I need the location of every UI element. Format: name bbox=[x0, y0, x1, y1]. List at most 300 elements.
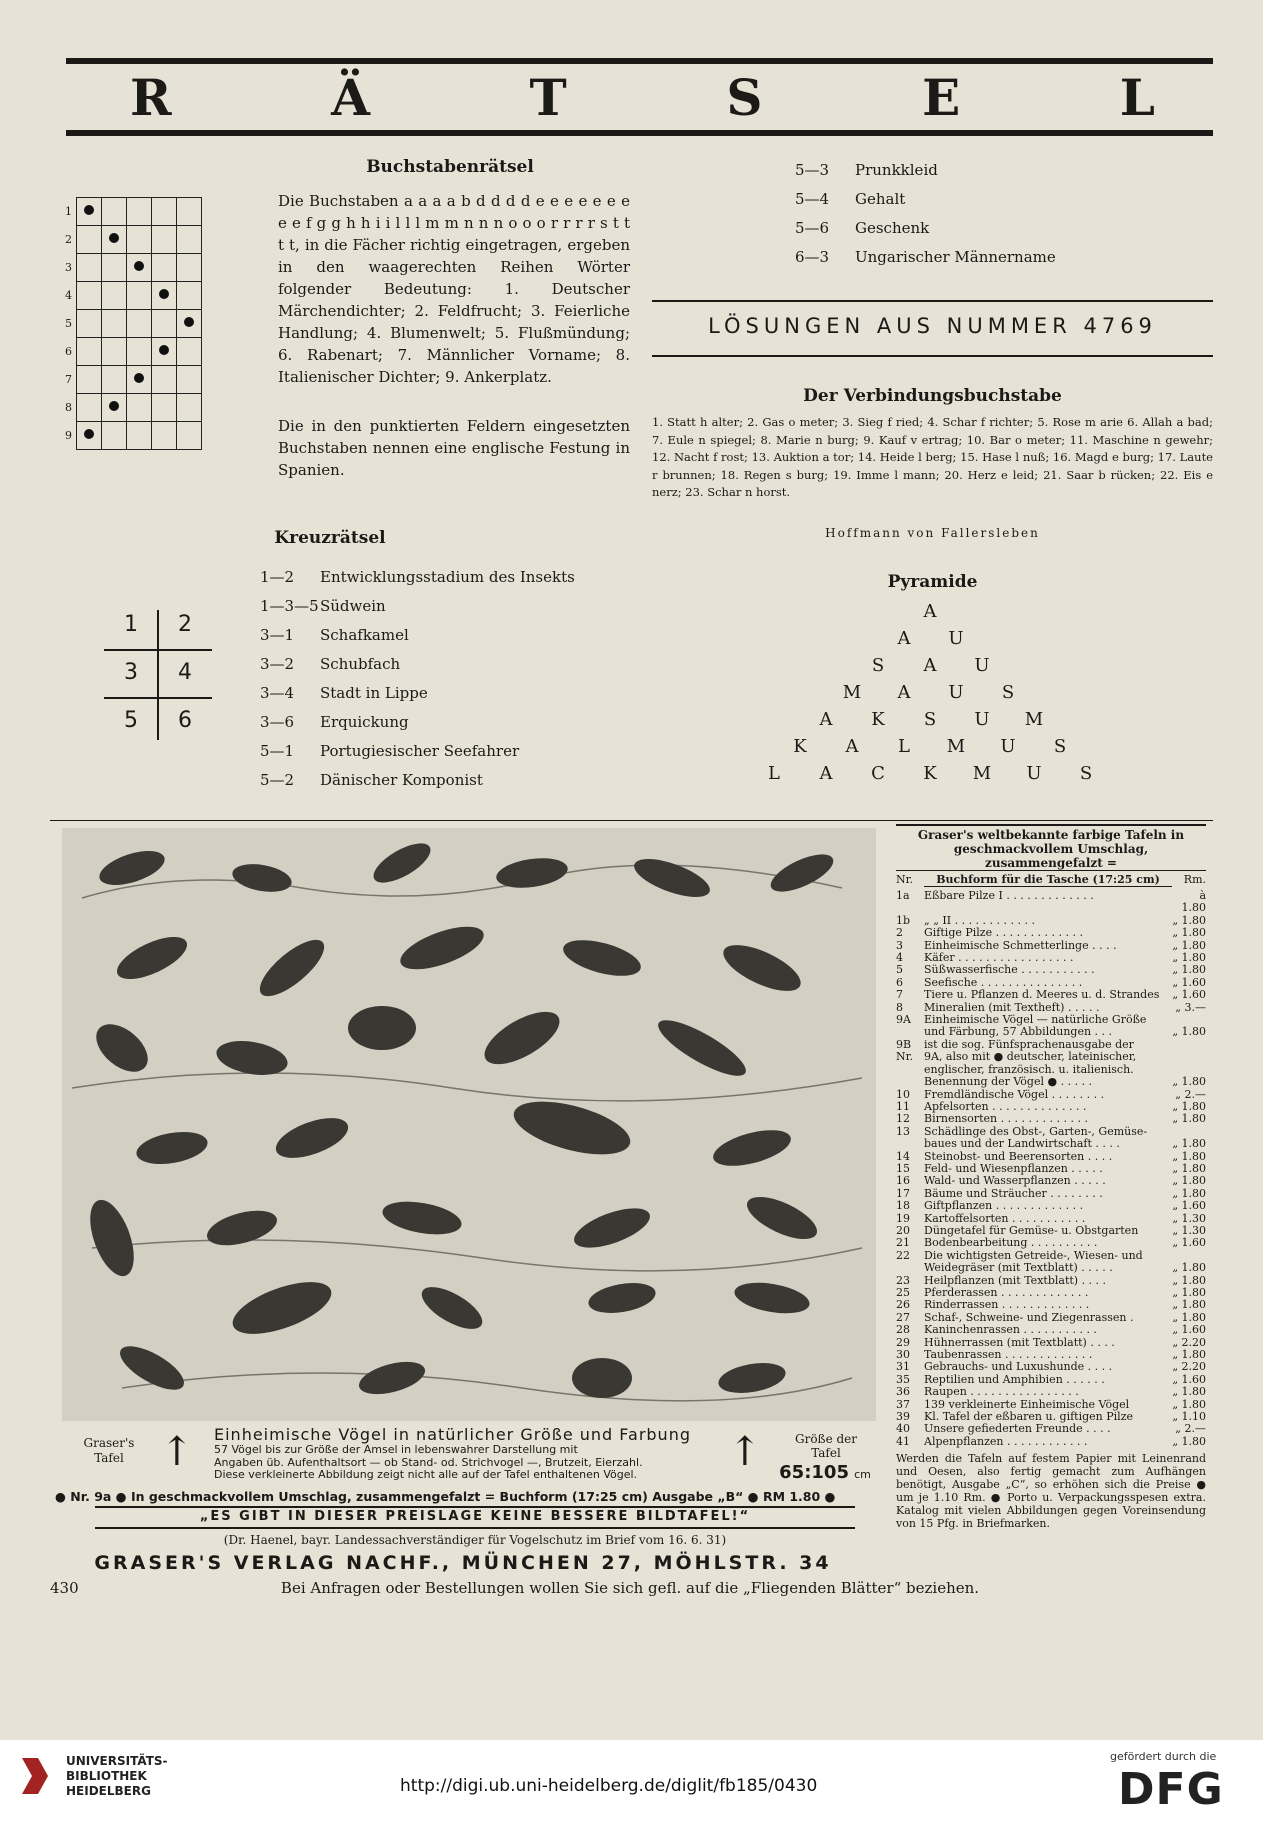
clue-number: 1—3—5 bbox=[260, 596, 319, 615]
grid-cell bbox=[177, 338, 202, 366]
title-letter: T bbox=[529, 68, 567, 127]
price-row-title: Düngetafel für Gemüse- u. Obstgarten bbox=[924, 1224, 1139, 1237]
price-row-price: „ 1.80 bbox=[1172, 1099, 1206, 1113]
connection-letter-text: 1. Statt h alter; 2. Gas o meter; 3. Sieg f ried; 4. Schar f richter; 5. Rose m arie 6. Allah a bad; 7. Eule n spiegel; 8. Marie n burg; 9. Kauf v ertrag; 10. Bar o meter; 11. Maschine n gewehr; 12. Nacht f rost; 13. Auktion a tor; 14. Heide l berg; 15. Hase l nuß; 16. Magd e burg; 17. Laute r brunnen; 18. Regen s burg; 19. Imme l mann; 20. Herz e leid; 21. Saar b rücken; 22. Eis e nerz; 23. Schar n horst. bbox=[652, 415, 1213, 499]
grid-cell bbox=[127, 198, 152, 226]
grid-cell bbox=[177, 310, 202, 338]
price-row bbox=[896, 1275, 1206, 1287]
pyramid-letter: A bbox=[819, 709, 833, 730]
price-row-number: 39 bbox=[896, 1410, 910, 1424]
price-row-number: 7 bbox=[896, 988, 903, 1002]
price-row-title: Taubenrassen . . . . . . . . . . . . . bbox=[924, 1349, 1093, 1362]
price-row-number: 23 bbox=[896, 1273, 910, 1287]
price-row-price: „ 3.— bbox=[1175, 1000, 1206, 1014]
clue-number: 5—1 bbox=[260, 741, 295, 760]
section-separator bbox=[50, 820, 1213, 821]
price-row-title: ist die sog. Fünfsprachenausgabe der bbox=[924, 1038, 1134, 1051]
price-row-number: 5 bbox=[896, 963, 903, 977]
pyramid-letter: M bbox=[842, 682, 862, 703]
clue-text: Entwicklungsstadium des Insekts bbox=[320, 567, 575, 586]
price-row bbox=[896, 952, 1206, 964]
price-row-number: 41 bbox=[896, 1434, 910, 1448]
price-row bbox=[896, 1200, 1206, 1212]
price-row-number: 1b bbox=[896, 913, 911, 927]
price-row-price: „ 1.60 bbox=[1172, 1236, 1206, 1250]
price-row-price: „ 1.80 bbox=[1172, 1434, 1206, 1448]
clue-number: 6—3 bbox=[795, 247, 830, 266]
price-row bbox=[896, 964, 1206, 976]
clue-row bbox=[795, 242, 1095, 271]
grid-cell bbox=[77, 422, 102, 450]
grid-cell bbox=[177, 394, 202, 422]
grid-cell bbox=[177, 198, 202, 226]
grid-row bbox=[58, 366, 202, 394]
price-row-price: „ 1.80 bbox=[1172, 1149, 1206, 1163]
grid-cell bbox=[127, 338, 152, 366]
price-row bbox=[896, 1237, 1206, 1249]
price-row-price: „ 2.— bbox=[1175, 1422, 1206, 1436]
slogan-bottom-rule bbox=[95, 1527, 855, 1529]
grid-row bbox=[58, 310, 202, 338]
price-row bbox=[896, 1262, 1206, 1274]
pyramid-letter: L bbox=[898, 736, 910, 757]
price-row-title: Heilpflanzen (mit Textblatt) . . . . bbox=[924, 1274, 1107, 1287]
slogan-top-rule bbox=[95, 1506, 855, 1508]
clue-text: Dänischer Komponist bbox=[320, 770, 483, 789]
title-bottom-rule bbox=[66, 130, 1213, 136]
grid-cell bbox=[152, 254, 177, 282]
grid-cell bbox=[177, 282, 202, 310]
price-row-title: Kaninchenrassen . . . . . . . . . . . bbox=[924, 1324, 1097, 1337]
price-row-price: „ 1.30 bbox=[1172, 1211, 1206, 1225]
grid-row-number: 3 bbox=[65, 261, 72, 274]
col-price: Rm. bbox=[1183, 873, 1206, 886]
price-row-number: 9B bbox=[896, 1037, 912, 1051]
plate-caption-left: Graser's Tafel bbox=[83, 1436, 135, 1465]
grid-cell bbox=[177, 422, 202, 450]
price-row-title: Gebrauchs- und Luxushunde . . . . bbox=[924, 1361, 1113, 1374]
grid-cell bbox=[102, 338, 127, 366]
price-row-number: 36 bbox=[896, 1385, 910, 1399]
price-row bbox=[896, 1361, 1206, 1373]
price-row-number: 12 bbox=[896, 1112, 910, 1126]
price-row-number bbox=[896, 1262, 924, 1274]
grid-cell bbox=[127, 394, 152, 422]
clue-row bbox=[260, 765, 620, 794]
price-row-title: Schädlinge des Obst-, Garten-, Gemüse- bbox=[924, 1125, 1148, 1138]
letter-puzzle-text: Die Buchstaben a a a a b d d d d e e e e e e e e e f g g h h i i l l l m m n n n o o o r r r r s t t t t, in die Fächer richtig eingetragen, ergeben in den waagerechten Reihen Wörter folgender Bedeutung: 1. Deutscher Märchendichter; 2. Feldfrucht; 3. Feierliche Handlung; 4. Blumenwelt; 5. Flußmündung; 6. Rabenart; 7. Männlicher Vorname; 8. Italienischer Dichter; 9. Ankerplatz. bbox=[278, 192, 630, 386]
solutions-top-rule bbox=[652, 300, 1213, 302]
grid-row bbox=[58, 198, 202, 226]
price-row bbox=[896, 1026, 1206, 1038]
price-row-title: Feld- und Wiesenpflanzen . . . . . bbox=[924, 1162, 1103, 1175]
clue-number: 3—1 bbox=[260, 625, 295, 644]
pyramid-letter: S bbox=[871, 655, 885, 676]
price-row-number: 29 bbox=[896, 1335, 910, 1349]
clue-number: 5—2 bbox=[260, 770, 295, 789]
connection-letter-answer: Hoffmann von Fallersleben bbox=[825, 526, 1040, 540]
grid-cell bbox=[102, 226, 127, 254]
grid-cell bbox=[102, 254, 127, 282]
pyramid-letter: U bbox=[948, 628, 964, 649]
dot-marker bbox=[109, 233, 119, 243]
price-row bbox=[896, 1250, 1206, 1262]
clue-row bbox=[260, 562, 620, 591]
price-row bbox=[896, 927, 1206, 939]
price-row-price: „ 1.10 bbox=[1172, 1410, 1206, 1424]
grid-cell bbox=[127, 226, 152, 254]
pyramid-letter: A bbox=[923, 655, 937, 676]
pyramid-letter: K bbox=[793, 736, 807, 757]
price-row-title: Eßbare Pilze I . . . . . . . . . . . . . bbox=[924, 890, 1094, 902]
price-row-price: „ 1.80 bbox=[1172, 1186, 1206, 1200]
price-row-price: „ 1.80 bbox=[1172, 1161, 1206, 1175]
price-row-title: Kl. Tafel der eßbaren u. giftigen Pilze bbox=[924, 1411, 1133, 1424]
price-row bbox=[896, 1386, 1206, 1398]
pyramid-letter: A bbox=[819, 763, 833, 784]
price-row-title: Bäume und Sträucher . . . . . . . . bbox=[924, 1187, 1103, 1200]
price-row-number: 19 bbox=[896, 1211, 910, 1225]
price-row-number: 4 bbox=[896, 951, 903, 965]
price-row-number: 13 bbox=[896, 1124, 910, 1138]
price-row-number bbox=[896, 1064, 924, 1076]
price-row-price: „ 1.30 bbox=[1172, 1223, 1206, 1237]
price-row-price: „ 2.— bbox=[1175, 1087, 1206, 1101]
grid-row-number: 9 bbox=[65, 429, 72, 442]
price-row bbox=[896, 1374, 1206, 1386]
size-value: 65:105 bbox=[779, 1462, 849, 1483]
pyramid-letter: U bbox=[1026, 763, 1042, 784]
title-letter: L bbox=[1119, 68, 1155, 127]
clue-row bbox=[260, 736, 620, 765]
price-row bbox=[896, 1188, 1206, 1200]
letter-puzzle-grid bbox=[58, 197, 202, 450]
dot-marker bbox=[184, 317, 194, 327]
price-row-number: 9A bbox=[896, 1013, 911, 1027]
grid-row bbox=[58, 394, 202, 422]
price-row-title: baues und der Landwirtschaft . . . . bbox=[924, 1138, 1120, 1151]
solutions-title: LÖSUNGEN AUS NUMMER 4769 bbox=[708, 314, 1157, 338]
pyramid-letter: U bbox=[1000, 736, 1016, 757]
clue-number: 5—4 bbox=[795, 189, 830, 208]
price-note: Werden die Tafeln auf festem Papier mit Leinenrand und Oesen, also fertig gemacht zum Aufhängen benötigt, Ausgabe „C“, so erhöhen sich die Preise ● um je 1.10 Rm. ● Porto u. Verpackungsspesen extra. Katalog mit vielen Abbildungen gegen Voreinsendung von 15 Pfg. in Briefmarken. bbox=[896, 1452, 1206, 1531]
price-row-title: Pferderassen . . . . . . . . . . . . . bbox=[924, 1287, 1089, 1299]
publisher: GRASER'S VERLAG NACHF., MÜNCHEN 27, MÖHLSTR. 34 bbox=[94, 1552, 832, 1574]
crossword-clues-right bbox=[795, 155, 1095, 271]
price-row-number: 3 bbox=[896, 938, 903, 952]
grid-cell bbox=[77, 394, 102, 422]
clue-row bbox=[795, 184, 1095, 213]
price-row-title: und Färbung, 57 Abbildungen . . . bbox=[924, 1026, 1113, 1039]
price-row-number: 18 bbox=[896, 1199, 910, 1213]
price-row bbox=[896, 890, 1206, 915]
price-row-number: 28 bbox=[896, 1323, 910, 1337]
price-row-number: 10 bbox=[896, 1087, 910, 1101]
pyramid-letter: L bbox=[768, 763, 780, 784]
grid-row-number: 4 bbox=[65, 289, 72, 302]
arrow-up-icon: ↑ bbox=[160, 1429, 194, 1475]
grid-row bbox=[58, 226, 202, 254]
price-row-number: 6 bbox=[896, 975, 903, 989]
dot-marker bbox=[134, 261, 144, 271]
price-row-title: Weidegräser (mit Textblatt) . . . . . bbox=[924, 1262, 1113, 1275]
clue-text: Ungarischer Männername bbox=[855, 247, 1056, 266]
price-row-title: Einheimische Vögel — natürliche Größe bbox=[924, 1014, 1147, 1027]
pyramid-letter: S bbox=[1001, 682, 1015, 703]
page-title bbox=[70, 68, 1215, 128]
pyramid-row bbox=[700, 679, 1160, 706]
price-row-title: Unsere gefiederten Freunde . . . . bbox=[924, 1423, 1111, 1436]
pyramid-title: Pyramide bbox=[887, 572, 978, 592]
grid-row-number: 6 bbox=[65, 345, 72, 358]
dot-marker bbox=[84, 205, 94, 215]
price-row bbox=[896, 1411, 1206, 1423]
price-row-title: „ „ II . . . . . . . . . . . . bbox=[924, 914, 1035, 927]
price-row-price: „ 1.80 bbox=[1172, 1075, 1206, 1089]
price-row-title: Die wichtigsten Getreide-, Wiesen- und bbox=[924, 1249, 1143, 1262]
library-name-line: UNIVERSITÄTS- bbox=[66, 1754, 168, 1768]
price-row bbox=[896, 1064, 1206, 1076]
bird-plate-image bbox=[62, 828, 876, 1421]
price-table-header-1: Graser's weltbekannte farbige Tafeln in bbox=[896, 824, 1206, 842]
grid-cell bbox=[152, 394, 177, 422]
price-row-price: „ 1.80 bbox=[1172, 1137, 1206, 1151]
price-row-number: 16 bbox=[896, 1174, 910, 1188]
price-row bbox=[896, 1014, 1206, 1026]
grid-row-number: 7 bbox=[65, 373, 72, 386]
price-row-title: Benennung der Vögel ● . . . . . bbox=[924, 1076, 1093, 1089]
price-row-title: Wald- und Wasserpflanzen . . . . . bbox=[924, 1175, 1106, 1188]
clue-number: 3—2 bbox=[260, 654, 295, 673]
price-row bbox=[896, 940, 1206, 952]
pyramid-letter: A bbox=[923, 601, 937, 622]
arrow-up-icon: ↑ bbox=[728, 1429, 762, 1475]
price-row bbox=[896, 1287, 1206, 1299]
pyramid bbox=[700, 598, 1160, 787]
price-row-number: 8 bbox=[896, 1000, 903, 1014]
price-row bbox=[896, 1312, 1206, 1324]
price-row-title: Rinderrassen . . . . . . . . . . . . . bbox=[924, 1299, 1090, 1312]
price-row-title: Schaf-, Schweine- und Ziegenrassen . bbox=[924, 1311, 1134, 1324]
price-row bbox=[896, 1076, 1206, 1088]
grid-cell bbox=[102, 422, 127, 450]
price-row-price: „ 1.80 bbox=[1172, 1298, 1206, 1312]
dot-marker bbox=[84, 429, 94, 439]
grid-cell bbox=[77, 310, 102, 338]
price-row-title: Seefische . . . . . . . . . . . . . . . bbox=[924, 976, 1083, 989]
clue-text: Erquickung bbox=[320, 712, 409, 731]
pyramid-row bbox=[700, 625, 1160, 652]
clue-text: Prunkkleid bbox=[855, 160, 938, 179]
clue-number: 1—2 bbox=[260, 567, 295, 586]
price-row-price: „ 1.60 bbox=[1172, 1372, 1206, 1386]
price-row-price: „ 1.60 bbox=[1172, 1199, 1206, 1213]
pyramid-letter: C bbox=[871, 763, 885, 784]
price-row-number: Nr. bbox=[896, 1050, 914, 1064]
crossword-title: Kreuzrätsel bbox=[274, 528, 386, 548]
grid-cell bbox=[177, 366, 202, 394]
price-table-header-2: geschmackvollem Umschlag, zusammengefalzt = bbox=[896, 842, 1206, 871]
top-rule bbox=[66, 58, 1213, 64]
price-row-title: Apfelsorten . . . . . . . . . . . . . . bbox=[924, 1100, 1087, 1113]
grid-cell bbox=[102, 394, 127, 422]
col-nr: Nr. bbox=[896, 873, 914, 886]
price-row-number: 22 bbox=[896, 1248, 910, 1262]
crossword-grid bbox=[104, 600, 212, 748]
price-row-title: Alpenpflanzen . . . . . . . . . . . . bbox=[924, 1435, 1088, 1448]
crossword-clues bbox=[260, 562, 620, 794]
order-line: ● Nr. 9a ● In geschmackvollem Umschlag, zusammengefalzt = Buchform (17:25 cm) Ausgabe „B“ ● RM 1.80 ● bbox=[55, 1489, 836, 1504]
title-letter: E bbox=[922, 68, 961, 127]
clue-row bbox=[260, 678, 620, 707]
letter-puzzle-text-2: Die in den punktierten Feldern eingesetzten Buchstaben nennen eine englische Festung in Spanien. bbox=[278, 417, 630, 479]
price-row-number: 35 bbox=[896, 1372, 910, 1386]
price-row bbox=[896, 915, 1206, 927]
grid-row-number: 2 bbox=[65, 233, 72, 246]
plate-size-value bbox=[775, 1462, 875, 1483]
price-row-price: „ 1.80 bbox=[1172, 1261, 1206, 1275]
price-row-price: „ 1.60 bbox=[1172, 988, 1206, 1002]
pyramid-row bbox=[700, 733, 1160, 760]
price-row bbox=[896, 1039, 1206, 1051]
price-row-number: 27 bbox=[896, 1310, 910, 1324]
price-row-price: „ 2.20 bbox=[1172, 1360, 1206, 1374]
grid-cell bbox=[77, 198, 102, 226]
price-row-price: „ 1.80 bbox=[1172, 1112, 1206, 1126]
price-row-number bbox=[896, 1026, 924, 1038]
price-row-price: „ 1.80 bbox=[1172, 1025, 1206, 1039]
price-row-title: Käfer . . . . . . . . . . . . . . . . . bbox=[924, 952, 1074, 965]
clue-row bbox=[260, 649, 620, 678]
plate-caption-lines bbox=[214, 1444, 734, 1482]
price-row-title: Birnensorten . . . . . . . . . . . . . bbox=[924, 1113, 1088, 1126]
clue-text: Geschenk bbox=[855, 218, 930, 237]
dot-marker bbox=[159, 289, 169, 299]
price-row-price: „ 1.80 bbox=[1172, 1273, 1206, 1287]
grid-cell bbox=[77, 338, 102, 366]
price-row-title: 9A, also mit ● deutscher, lateinischer, bbox=[924, 1051, 1137, 1064]
funded-by: gefördert durch die bbox=[1110, 1750, 1217, 1763]
grid-row-number: 1 bbox=[65, 205, 72, 218]
grid-cell bbox=[127, 422, 152, 450]
price-row-title: Süßwasserfische . . . . . . . . . . . bbox=[924, 964, 1095, 977]
plate-caption-line: 57 Vögel bis zur Größe der Amsel in lebenswahrer Darstellung mit bbox=[214, 1443, 578, 1456]
pyramid-letter: U bbox=[974, 655, 990, 676]
grid-cell bbox=[177, 254, 202, 282]
clue-row bbox=[260, 620, 620, 649]
grid-cell bbox=[77, 366, 102, 394]
price-row-number bbox=[896, 1138, 924, 1150]
price-row bbox=[896, 977, 1206, 989]
grid-row bbox=[58, 422, 202, 450]
pyramid-letter: U bbox=[974, 709, 990, 730]
price-row-title: Hühnerrassen (mit Textblatt) . . . . bbox=[924, 1336, 1115, 1349]
plate-caption-line: Diese verkleinerte Abbildung zeigt nicht alle auf der Tafel enthaltenen Vögel. bbox=[214, 1468, 638, 1481]
price-row-title: Tiere u. Pflanzen d. Meeres u. d. Strandes bbox=[924, 989, 1160, 1002]
clue-text: Schubfach bbox=[320, 654, 401, 673]
pyramid-letter: U bbox=[948, 682, 964, 703]
price-row-price: „ 1.80 bbox=[1172, 913, 1206, 927]
grid-cell bbox=[152, 366, 177, 394]
price-row-number: 1a bbox=[896, 889, 910, 902]
plate-size-label: Größe der Tafel bbox=[795, 1432, 857, 1460]
title-letter: S bbox=[726, 68, 763, 127]
price-row-number: 21 bbox=[896, 1236, 910, 1250]
price-row-number: 15 bbox=[896, 1161, 910, 1175]
digital-url-link[interactable]: http://digi.ub.uni-heidelberg.de/diglit/fb185/0430 bbox=[400, 1776, 818, 1796]
grid-cell bbox=[77, 282, 102, 310]
price-row-price: „ 1.80 bbox=[1172, 1348, 1206, 1362]
price-row-title: Raupen . . . . . . . . . . . . . . . . bbox=[924, 1386, 1079, 1399]
pyramid-letter: A bbox=[845, 736, 859, 757]
price-row-price bbox=[1172, 1051, 1206, 1063]
price-row-price: „ 1.80 bbox=[1172, 1286, 1206, 1299]
price-row-title: Giftpflanzen . . . . . . . . . . . . . bbox=[924, 1200, 1084, 1213]
pyramid-letter: M bbox=[1024, 709, 1044, 730]
price-row bbox=[896, 1337, 1206, 1349]
library-name bbox=[66, 1754, 168, 1799]
price-row-number: 25 bbox=[896, 1286, 910, 1299]
crossword-cell: 1 bbox=[124, 612, 138, 637]
connection-letter-title: Der Verbindungsbuchstabe bbox=[803, 386, 1062, 406]
price-row bbox=[896, 1151, 1206, 1163]
price-table-columns bbox=[896, 873, 1206, 887]
price-row-price: „ 1.80 bbox=[1172, 963, 1206, 977]
grid-cell bbox=[152, 422, 177, 450]
pyramid-letter: M bbox=[972, 763, 992, 784]
col-title: Buchform für die Tasche (17:25 cm) bbox=[924, 873, 1172, 887]
library-logo-icon bbox=[18, 1754, 52, 1796]
crossword-cell: 4 bbox=[178, 660, 192, 685]
pyramid-letter: S bbox=[1053, 736, 1067, 757]
grid-row bbox=[58, 338, 202, 366]
price-row bbox=[896, 1436, 1206, 1448]
crossword-cell: 5 bbox=[124, 708, 138, 733]
price-row bbox=[896, 1002, 1206, 1014]
price-row bbox=[896, 1163, 1206, 1175]
price-row bbox=[896, 1126, 1206, 1138]
price-row-price: „ 1.60 bbox=[1172, 1323, 1206, 1337]
price-row bbox=[896, 1399, 1206, 1411]
price-row-price: à 1.80 bbox=[1181, 889, 1206, 915]
price-table bbox=[896, 824, 1206, 1530]
price-row bbox=[896, 1225, 1206, 1237]
plate-caption-line: Angaben üb. Aufenthaltsort — ob Stand- od. Strichvogel —, Brutzeit, Eierzahl. bbox=[214, 1455, 643, 1469]
price-row-title: Einheimische Schmetterlinge . . . . bbox=[924, 939, 1117, 952]
price-row-number bbox=[896, 1076, 924, 1088]
price-row bbox=[896, 989, 1206, 1001]
grid-cell bbox=[152, 310, 177, 338]
grid-cell bbox=[77, 254, 102, 282]
price-row-price: „ 1.80 bbox=[1172, 1397, 1206, 1411]
grid-row bbox=[58, 282, 202, 310]
price-row bbox=[896, 1113, 1206, 1125]
grid-cell bbox=[127, 282, 152, 310]
pyramid-letter: S bbox=[1079, 763, 1093, 784]
clue-row bbox=[795, 213, 1095, 242]
grid-cell bbox=[127, 366, 152, 394]
price-row-number: 30 bbox=[896, 1348, 910, 1362]
grid-cell bbox=[152, 226, 177, 254]
price-row-price: „ 2.20 bbox=[1172, 1335, 1206, 1349]
price-row-number: 14 bbox=[896, 1149, 910, 1163]
slogan: „ES GIBT IN DIESER PREISLAGE KEINE BESSERE BILDTAFEL!“ bbox=[199, 1509, 751, 1524]
pyramid-row bbox=[700, 652, 1160, 679]
price-row-number: 26 bbox=[896, 1298, 910, 1312]
price-row-number: 31 bbox=[896, 1360, 910, 1374]
clue-row bbox=[795, 155, 1095, 184]
price-row-title: Mineralien (mit Textheft) . . . . . bbox=[924, 1001, 1100, 1014]
